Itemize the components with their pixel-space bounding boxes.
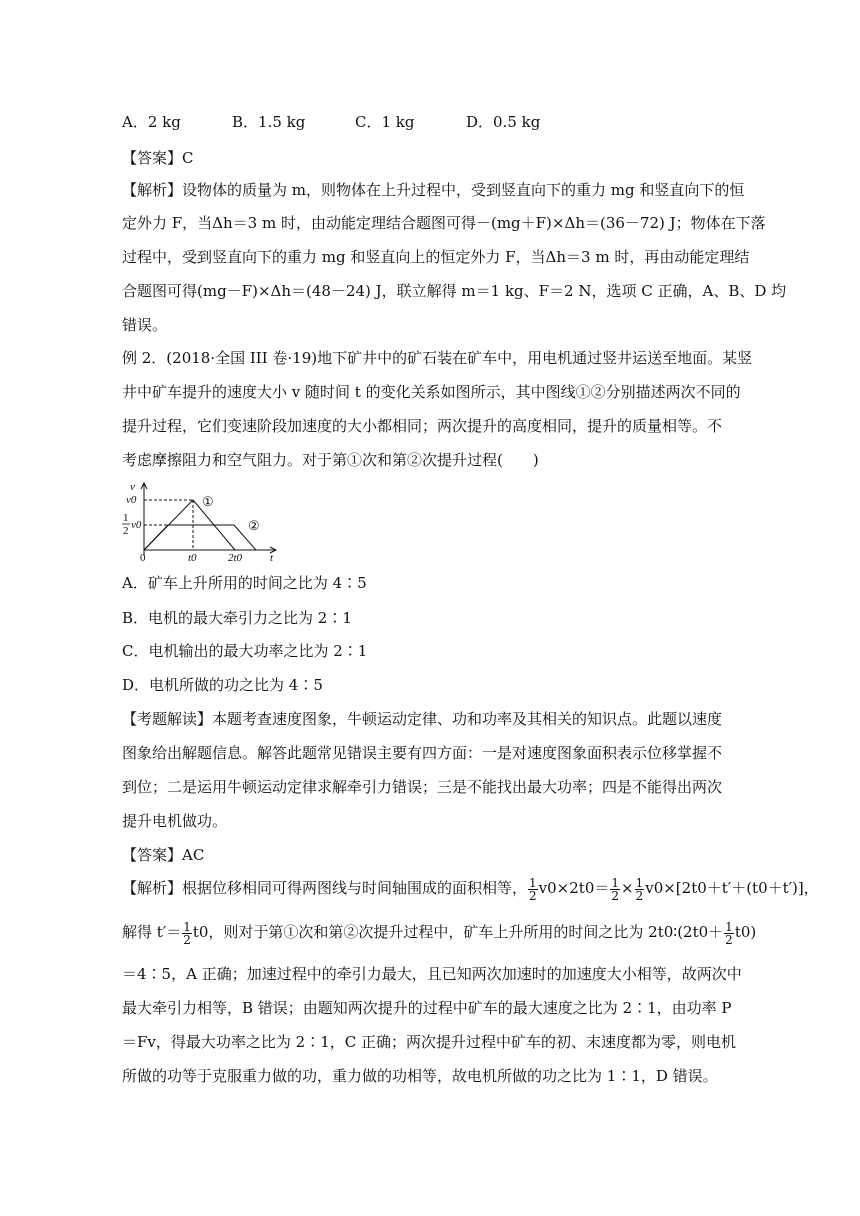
analysis-text: 解得 t′＝ [122,923,182,941]
ex2-stem-line: 考虑摩擦阻力和空气阻力。对于第①次和第②次提升过程( ) [122,451,539,469]
ex1-choice-d: D．0.5 kg [466,113,541,131]
ex1-choice-a: A．2 kg [122,113,181,131]
analysis-text: t0) [734,923,757,941]
ex2-analysis-line: ＝Fv，得最大功率之比为 2∶1，C 正确；两次提升过程中矿车的初、末速度都为零，则电机 [122,1033,736,1051]
velocity-time-graph [118,480,283,562]
analysis-text: v0×[2t0＋t′＋(t0＋t′)]， [645,879,819,897]
curve-2-label: ② [248,518,260,533]
analysis-text: × [621,879,634,897]
ex2-analysis-line: 所做的功等于克服重力做的功，重力做的功相等，故电机所做的功之比为 1∶1，D 错误。 [122,1067,718,1085]
ex1-analysis-line: 定外力 F，当Δh＝3 m 时，由动能定理结合题图可得－(mg＋F)×Δh＝(36－72) J；物体在下落 [122,214,766,232]
ex2-analysis-line-2 [122,920,756,946]
two-t0-tick-label: 2t0 [228,552,243,562]
ex2-stem-line: 提升过程，它们变速阶段加速度的大小都相同；两次提升的高度相同，提升的质量相等。不 [122,417,723,435]
ex2-choice-d: D．电机所做的功之比为 4∶5 [122,676,323,694]
ex2-stem-line: 井中矿车提升的速度大小 v 随时间 t 的变化关系如图所示，其中图线①②分别描述两次不同的 [122,383,741,401]
v-axis-label: v [130,481,135,493]
v0-tick-label: v0 [126,494,137,506]
ex2-answer: 【答案】AC [122,846,205,864]
origin-label: 0 [140,552,146,562]
analysis-text: t0，则对于第①次和第②次提升过程中，矿车上升所用的时间之比为 2t0∶(2t0＋ [192,923,724,941]
ex2-interpretation-line: 提升电机做功。 [122,812,228,830]
ex2-choice-b: B．电机的最大牵引力之比为 2∶1 [122,609,352,627]
fraction-half: $\frac{1}{2}$ [611,875,619,903]
ex2-choice-c: C．电机输出的最大功率之比为 2∶1 [122,642,368,660]
analysis-text: v0×2t0＝ [538,879,610,897]
analysis-text: 【解析】根据位移相同可得两图线与时间轴围成的面积相等， [122,879,528,897]
ex1-analysis-line: 合题图可得(mg－F)×Δh＝(48－24) J，联立解得 m＝1 kg、F＝2 N，选项 C 正确，A、B、D 均 [122,282,787,300]
half-v0-tick-label: v0 [131,519,142,531]
fraction-half: $\frac{1}{2}$ [725,919,733,947]
ex1-analysis-line: 过程中，受到竖直向下的重力 mg 和竖直向上的恒定外力 F，当Δh＝3 m 时，再由动能定理结 [122,248,750,266]
half-num: 1 [123,512,129,524]
ex1-choices [122,110,546,134]
ex2-interpretation-line: 到位；二是运用牛顿运动定律求解牵引力错误；三是不能找出最大功率；四是不能得出两次 [122,778,723,796]
fraction-half: $\frac{1}{2}$ [183,919,191,947]
ex1-choice-c: C．1 kg [355,113,415,131]
ex1-analysis-line: 错误。 [122,316,168,334]
fraction-half: $\frac{1}{2}$ [635,875,644,903]
ex2-analysis-line: 最大牵引力相等，B 错误；由题知两次提升的过程中矿车的最大速度之比为 2∶1，由功率 P [122,999,732,1017]
ex2-choice-a: A．矿车上升所用的时间之比为 4∶5 [122,574,367,592]
curve-2 [144,525,256,550]
ex1-answer: 【答案】C [122,149,194,167]
ex2-analysis-line: ＝4∶5，A 正确；加速过程中的牵引力最大，且已知两次加速时的加速度大小相等，故两次中 [122,965,742,983]
ex2-analysis-line-1 [122,876,819,902]
ex2-interpretation-line: 【考题解读】本题考查速度图象，牛顿运动定律、功和功率及其相关的知识点。此题以速度 [122,710,723,728]
t-axis-label: t [270,552,274,562]
ex1-analysis-line: 【解析】设物体的质量为 m，则物体在上升过程中，受到竖直向下的重力 mg 和竖直向下的恒 [122,181,745,199]
curve-1-label: ① [202,494,214,509]
ex2-stem-line: 例 2．(2018·全国 III 卷·19)地下矿井中的矿石装在矿车中，用电机通过竖井运送至地面。某竖 [122,349,753,367]
fraction-half: $\frac{1}{2}$ [529,875,537,903]
half-den: 2 [123,525,129,537]
t0-tick-label: t0 [188,552,197,562]
ex2-interpretation-line: 图象给出解题信息。解答此题常见错误主要有四方面：一是对速度图象面积表示位移掌握不 [122,744,723,762]
ex1-choice-b: B．1.5 kg [232,113,306,131]
